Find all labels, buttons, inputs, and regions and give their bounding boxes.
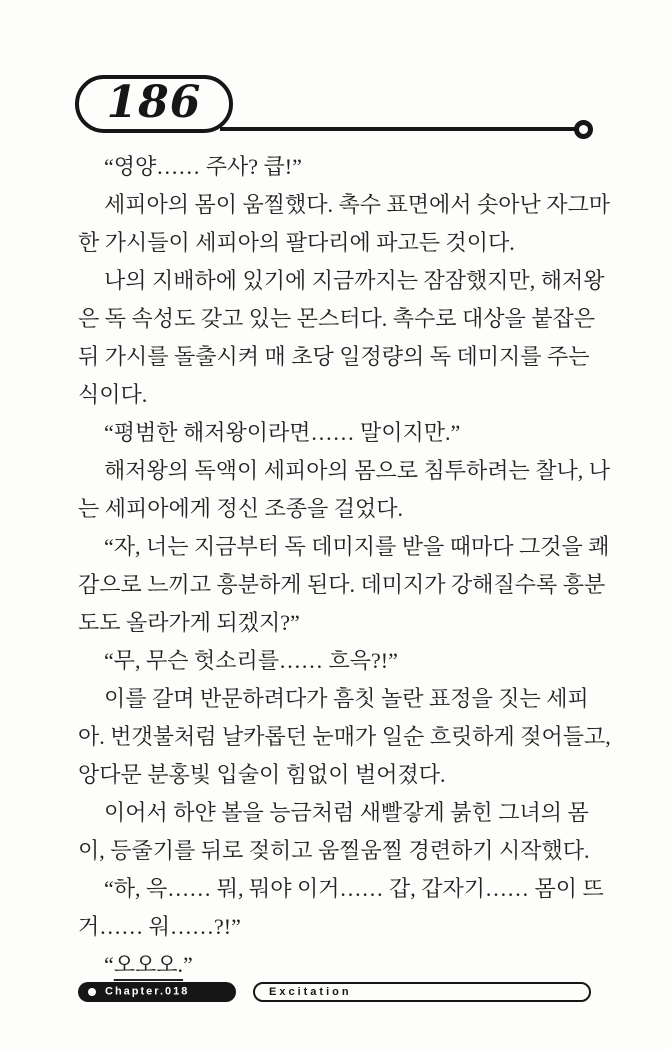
- paragraph-dialogue: “평범한 해저왕이라면…… 말이지만.”: [104, 420, 461, 445]
- paragraph-dialogue: “무, 무슨 헛소리를…… 흐윽?!”: [104, 648, 398, 673]
- header-rule-end-dot-icon: [574, 120, 593, 139]
- header-rule: [220, 127, 577, 131]
- paragraph-dialogue: “자, 너는 지금부터 독 데미지를 받을 때마다 그것을 쾌감으로 느끼고 흥분하게 된다. 데미지가 강해질수록 흥분도도 올라가게 되겠지?”: [78, 534, 610, 635]
- paragraph-narration: 세피아의 몸이 움찔했다. 촉수 표면에서 솟아난 자그마한 가시들이 세피아의 팔다리에 파고든 것이다.: [78, 192, 611, 255]
- body-text: [78, 148, 614, 984]
- paragraph-narration: 나의 지배하에 있기에 지금까지는 잠잠했지만, 해저왕은 독 속성도 갖고 있는 몬스터다. 촉수로 대상을 붙잡은 뒤 가시를 돌출시켜 매 초당 일정량의 독 데미지를 주는 식이다.: [78, 268, 605, 407]
- chapter-dot-icon: [88, 988, 96, 996]
- underlined-text: 오오오.: [113, 952, 184, 977]
- paragraph-dialogue: “하, 윽…… 뭐, 뭐야 이거…… 갑, 갑자기…… 몸이 뜨거…… 워……?!”: [78, 876, 604, 939]
- page-number-badge: [75, 75, 233, 133]
- paragraph-dialogue: “영양…… 주사? 큽!”: [104, 154, 302, 179]
- footer-section-badge: [253, 982, 591, 1002]
- paragraph-narration: 해저왕의 독액이 세피아의 몸으로 침투하려는 찰나, 나는 세피아에게 정신 조종을 걸었다.: [78, 458, 611, 521]
- paragraph-narration: 이를 갈며 반문하려다가 흠칫 놀란 표정을 짓는 세피아. 번갯불처럼 날카롭던 눈매가 일순 흐릿하게 젖어들고, 앙다문 분홍빛 입술이 힘없이 벌어졌다.: [78, 686, 611, 787]
- footer-chapter-badge: [78, 982, 236, 1002]
- paragraph-narration: 이어서 하얀 볼을 능금처럼 새빨갛게 붉힌 그녀의 몸이, 등줄기를 뒤로 젖히고 움찔움찔 경련하기 시작했다.: [78, 800, 590, 863]
- page-number: 186: [106, 77, 202, 128]
- footer-section-label: Excitation: [269, 985, 352, 998]
- footer-chapter-label: Chapter.018: [105, 985, 190, 997]
- paragraph-dialogue: “오오오.”: [104, 952, 193, 977]
